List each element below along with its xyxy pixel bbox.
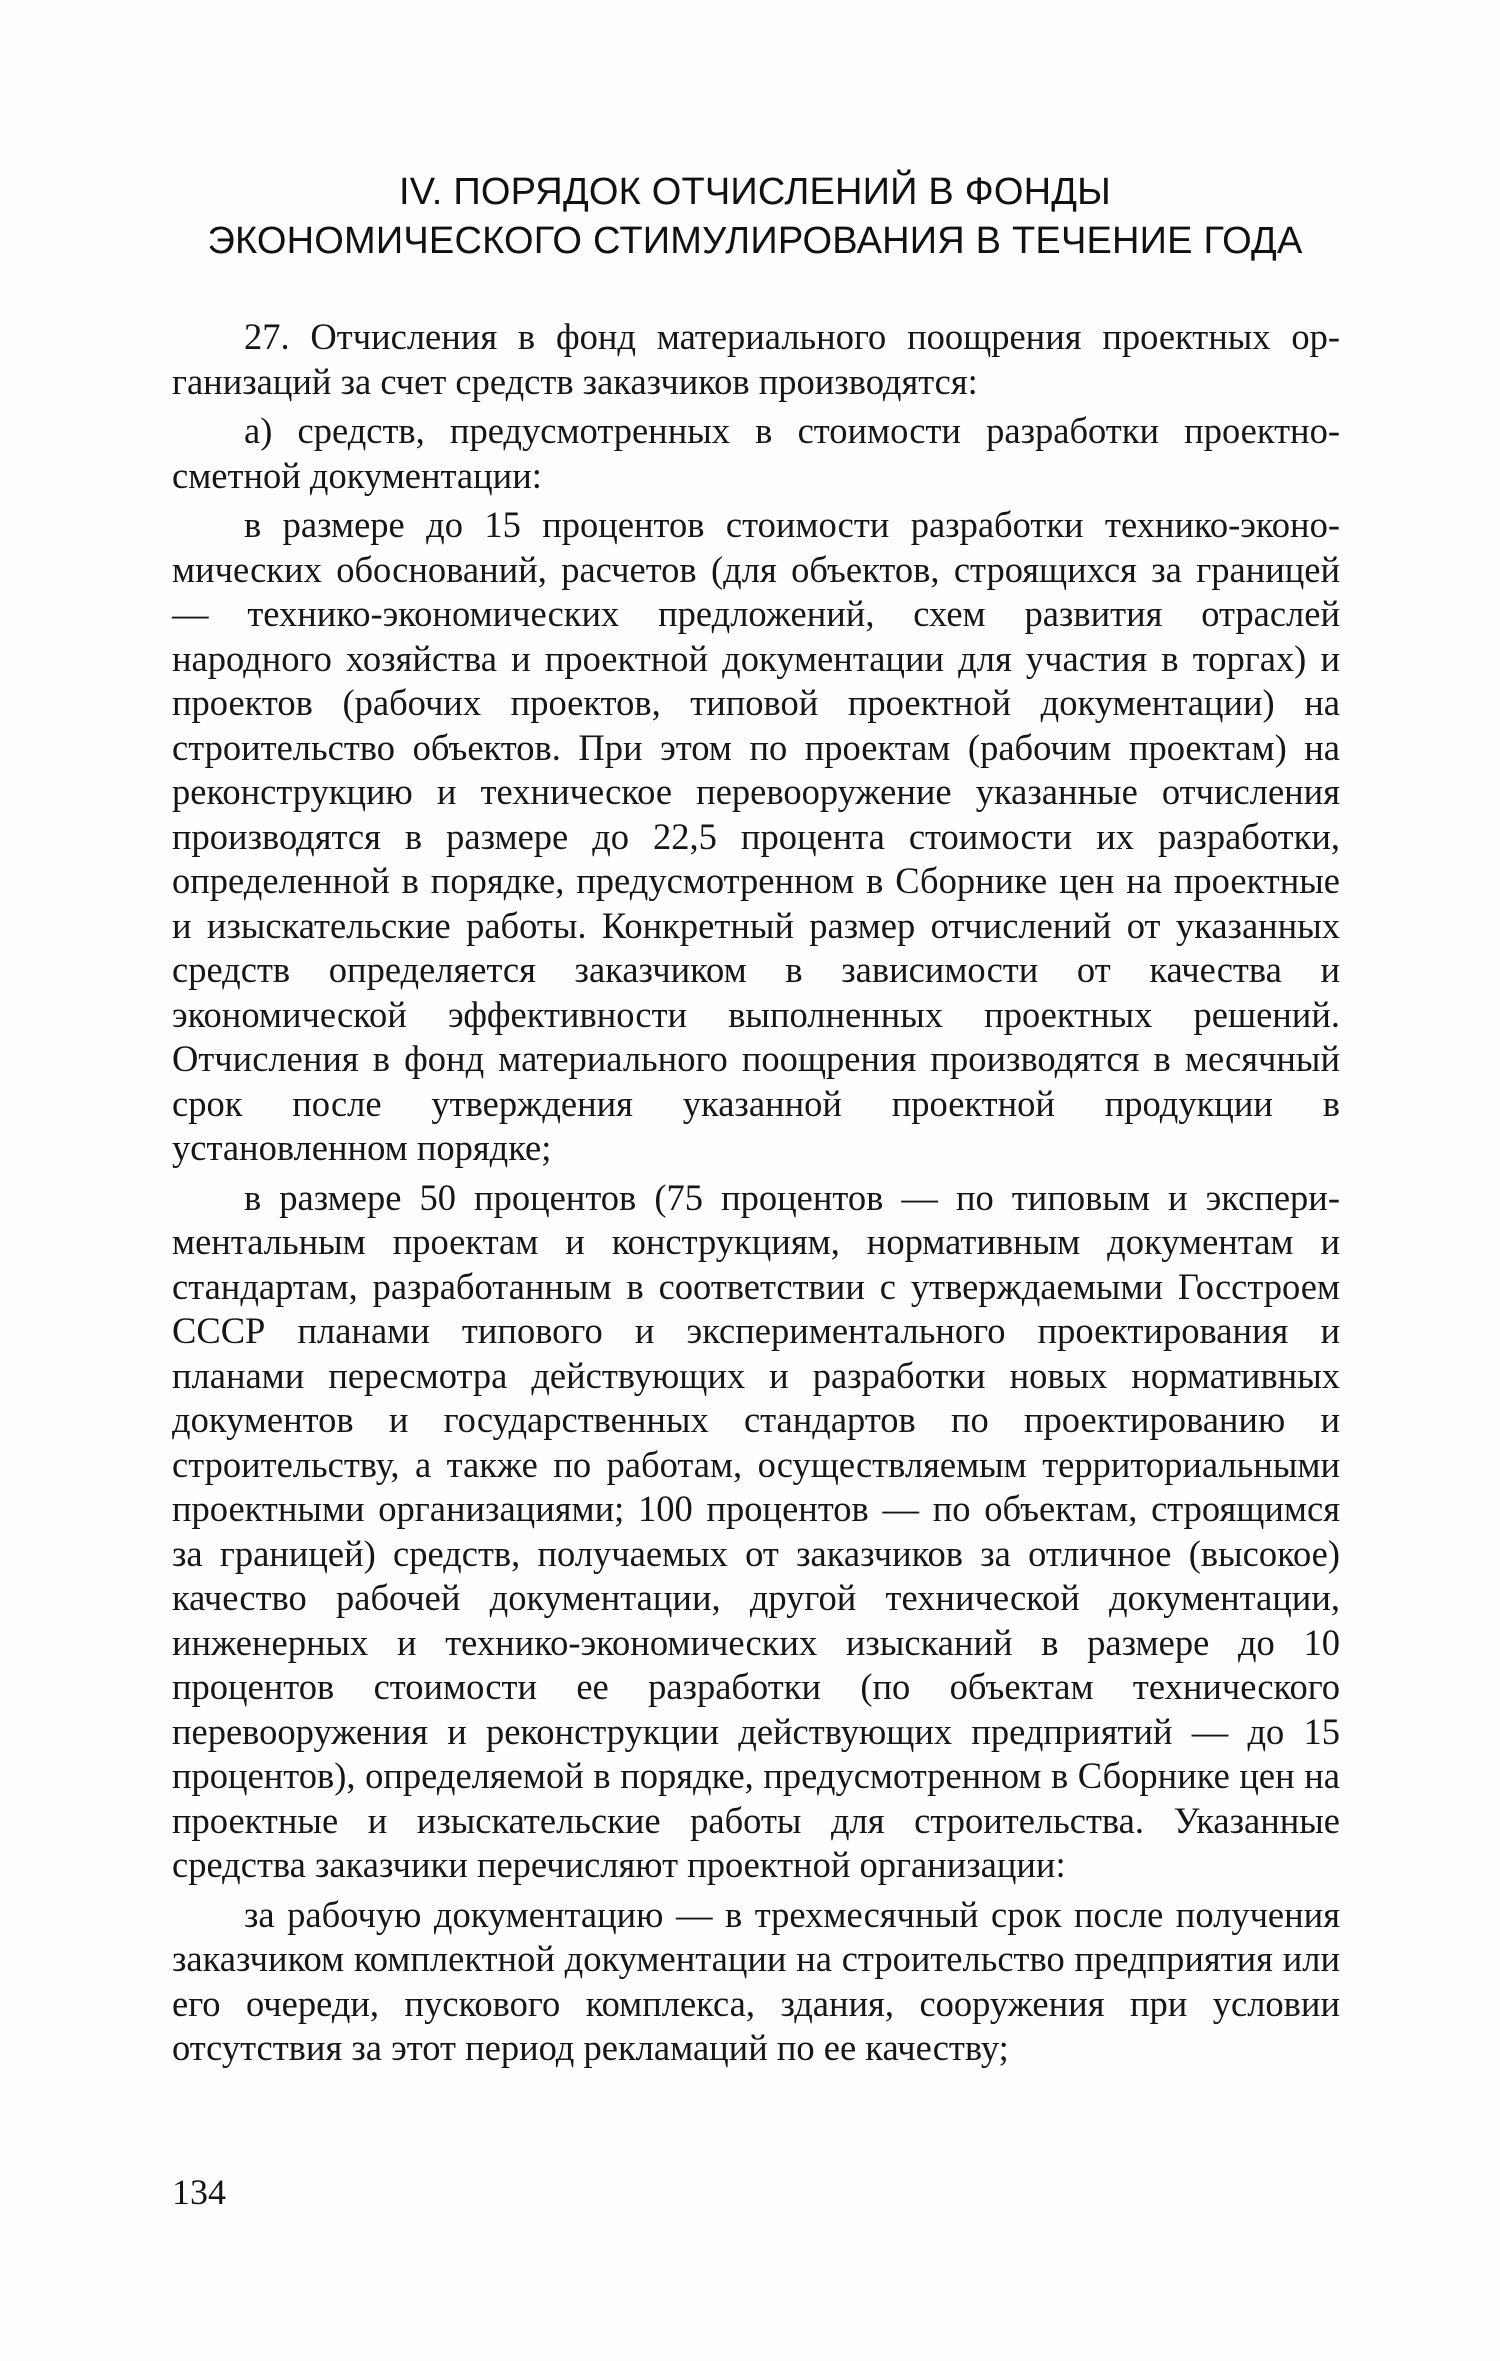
paragraph-50-percent: в размере 50 процентов (75 процентов — по типовым и экспериментальным проектам и конструкциям, нормативным документам и стандартам, разработанным в соответствии с утверждаемыми Госстроем СССР планами типового и экспериментального проектирования и планами пересмотра действующих и разработки новых нормативных документов и государственных стандартов по проектированию и строительству, а также по работам, осуществляемым территориальными проектными организациями; 100 процентов — по объектам, строящимся за границей) средств, получаемых от заказчиков за отличное (высокое) качество рабочей документации, другой технической документации, инженерных и технико-экономических изысканий в размере до 10 процентов стоимости ее разработки (по объектам технического перевооружения и реконструкции действующих предприятий — до 15 процентов), определяемой в порядке, предусмотренном в Сборнике цен на проектные и изыскательские работы для строительства. Указанные средства заказчики перечисляют проектной организации: [172,1176,1340,1885]
section-heading-line-2: ЭКОНОМИЧЕСКОГО СТИМУЛИРОВАНИЯ В ТЕЧЕНИЕ ГОДА [207,220,1303,262]
page-number: 134 [172,2172,226,2212]
paragraph-working-docs: за рабочую документацию — в трехмесячный срок после получения заказчиком комплектной документации на строительство предприятия или его очереди, пускового комплекса, здания, сооружения при условии отсутствия за этот период рекламаций по ее качеству; [172,1893,1340,2068]
paragraph-item-a: а) средств, предусмотренных в стоимости разработки проектно-сметной документации: [172,410,1340,496]
paragraph-27-intro: 27. Отчисления в фонд материального поощрения проектных организаций за счет средств заказчиков производятся: [172,316,1340,402]
section-heading [180,168,1330,266]
body-text [172,315,1340,2071]
section-heading-line-1: IV. ПОРЯДОК ОТЧИСЛЕНИЙ В ФОНДЫ [398,171,1111,213]
paragraph-15-percent: в размере до 15 процентов стоимости разработки технико-экономических обоснований, расчетов (для объектов, строящихся за границей — технико-экономических предложений, схем развития отраслей народного хозяйства и проектной документации для участия в торгах) и проектов (рабочих проектов, типовой проектной документации) на строительство объектов. При этом по проектам (рабочим проектам) на реконструкцию и техническое перевооружение указанные отчисления производятся в размере до 22,5 процента стоимости их разработки, определенной в порядке, предусмотренном в Сборнике цен на проектные и изыскательские работы. Конкретный размер отчислений от указанных средств определяется заказчиком в зависимости от качества и экономической эффективности выполненных проектных решений. Отчисления в фонд материального поощрения производятся в месячный срок после утверждения указанной проектной продукции в установленном порядке; [172,504,1340,1168]
